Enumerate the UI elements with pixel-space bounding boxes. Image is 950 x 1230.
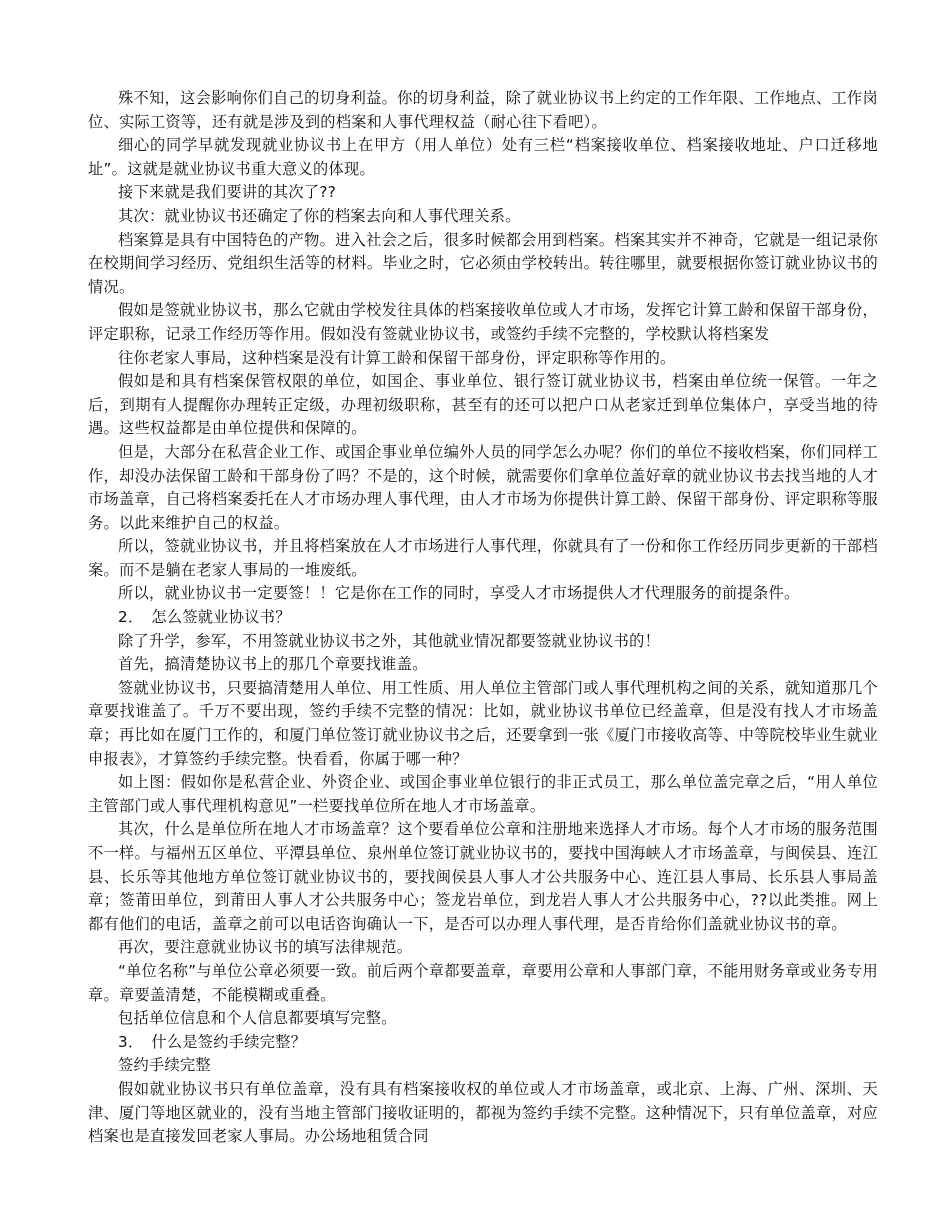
paragraph: 签约手续完整 [118,1056,211,1075]
paragraph: 假如就业协议书只有单位盖章，没有具有档案接收权的单位或人才市场盖章，或北京、上海、广州、深圳、天津、厦门等地区就业的，没有当地主管部门接收证明的，都视为签约手续不完整。这种情况下，只有单位盖章，对应档案也是直接发回老家人事局。办公场地租赁合同 [88,1079,878,1146]
paragraph: 其次：就业协议书还确定了你的档案去向和人事代理关系。 [118,206,521,225]
paragraph: “单位名称”与单位公章必须要一致。前后两个章都要盖章，章要用公章和人事部门章，不能用财务章或业务专用章。章要盖清楚，不能模糊或重叠。 [88,961,878,1004]
paragraph: 假如是和具有档案保管权限的单位，如国企、事业单位、银行签订就业协议书，档案由单位统一保管。一年之后，到期有人提醒你办理转正定级，办理初级职称，甚至有的还可以把户口从老家迁到单位集体户，享受当地的待遇。这些权益都是由单位提供和保障的。 [88,372,878,438]
section-heading: 2． 怎么签就业协议书？ [118,608,291,627]
paragraph: 细心的同学早就发现就业协议书上在甲方（用人单位）处有三栏“档案接收单位、档案接收地址、户口迁移地址”。这就是就业协议书重大意义的体现。 [88,136,878,178]
document-body [88,87,878,1149]
paragraph: 往你老家人事局，这种档案是没有计算工龄和保留干部身份，评定职称等作用的。 [118,348,676,367]
paragraph: 档案算是具有中国特色的产物。进入社会之后，很多时候都会用到档案。档案其实并不神奇，它就是一组记录你在校期间学习经历、党组织生活等的材料。毕业之时，它必须由学校转出。转往哪里，就要根据你签订就业协议书的情况。 [88,230,878,296]
paragraph: 其次，什么是单位所在地人才市场盖章？这个要看单位公章和注册地来选择人才市场。每个人才市场的服务范围不一样。与福州五区单位、平潭县单位、泉州单位签订就业协议书的，要找中国海峡人才市场盖章，与闽侯县、连江县、长乐等其他地方单位签订就业协议书的，要找闽侯县人事人才公共服务中心、连江县人事局、长乐县人事局盖章；签莆田单位，到莆田人事人才公共服务中心；签龙岩单位，到龙岩人事人才公共服务中心，??以此类推。网上都有他们的电话，盖章之前可以电话咨询确认一下，是否可以办理人事代理，是否肯给你们盖就业协议书的章。 [88,820,878,933]
paragraph: 除了升学，参军，不用签就业协议书之外，其他就业情况都要签就业协议书的！ [118,631,661,650]
paragraph: 再次，要注意就业协议书的填写法律规范。 [118,938,413,957]
paragraph: 殊不知，这会影响你们自己的切身利益。你的切身利益，除了就业协议书上约定的工作年限、工作地点、工作岗位、实际工资等，还有就是涉及到的档案和人事代理权益（耐心往下看吧）。 [88,89,878,131]
paragraph: 接下来就是我们要讲的其次了?? [118,183,337,202]
paragraph: 签就业协议书，只要搞清楚用人单位、用工性质、用人单位主管部门或人事代理机构之间的关系，就知道那几个章要找谁盖了。千万不要出现，签约手续不完整的情况：比如，就业协议书单位已经盖章，但是没有找人才市场盖章；再比如在厦门工作的，和厦门单位签订就业协议书之后，还要拿到一张《厦门市接收高等、中等院校毕业生就业申报表》，才算签约手续完整。快看看，你属于哪一种？ [88,678,878,768]
paragraph: 如上图：假如你是私营企业、外资企业、或国企事业单位银行的非正式员工，那么单位盖完章之后，“用人单位主管部门或人事代理机构意见”一栏要找单位所在地人才市场盖章。 [88,773,878,815]
paragraph: 包括单位信息和个人信息都要填写完整。 [118,1009,397,1028]
paragraph: 但是，大部分在私营企业工作、或国企事业单位编外人员的同学怎么办呢？你们的单位不接收档案，你们同样工作，却没办法保留工龄和干部身份了吗？不是的，这个时候，就需要你们拿单位盖好章的就业协议书去找当地的人才市场盖章，自己将档案委托在人才市场办理人事代理，由人才市场为你提供计算工龄、保留干部身份、评定职称等服务。以此来维护自己的权益。 [88,442,878,532]
paragraph: 假如是签就业协议书，那么它就由学校发往具体的档案接收单位或人才市场，发挥它计算工龄和保留干部身份，评定职称，记录工作经历等作用。假如没有签就业协议书，或签约手续不完整的，学校默认将档案发 [88,301,878,343]
paragraph: 首先，搞清楚协议书上的那几个章要找谁盖。 [118,655,428,674]
paragraph: 所以，就业协议书一定要签！！它是你在工作的同时，享受人才市场提供人才代理服务的前提条件。 [118,584,800,603]
paragraph: 所以，签就业协议书，并且将档案放在人才市场进行人事代理，你就具有了一份和你工作经历同步更新的干部档案。而不是躺在老家人事局的一堆废纸。 [88,537,878,579]
section-heading: 3． 什么是签约手续完整？ [118,1032,307,1051]
